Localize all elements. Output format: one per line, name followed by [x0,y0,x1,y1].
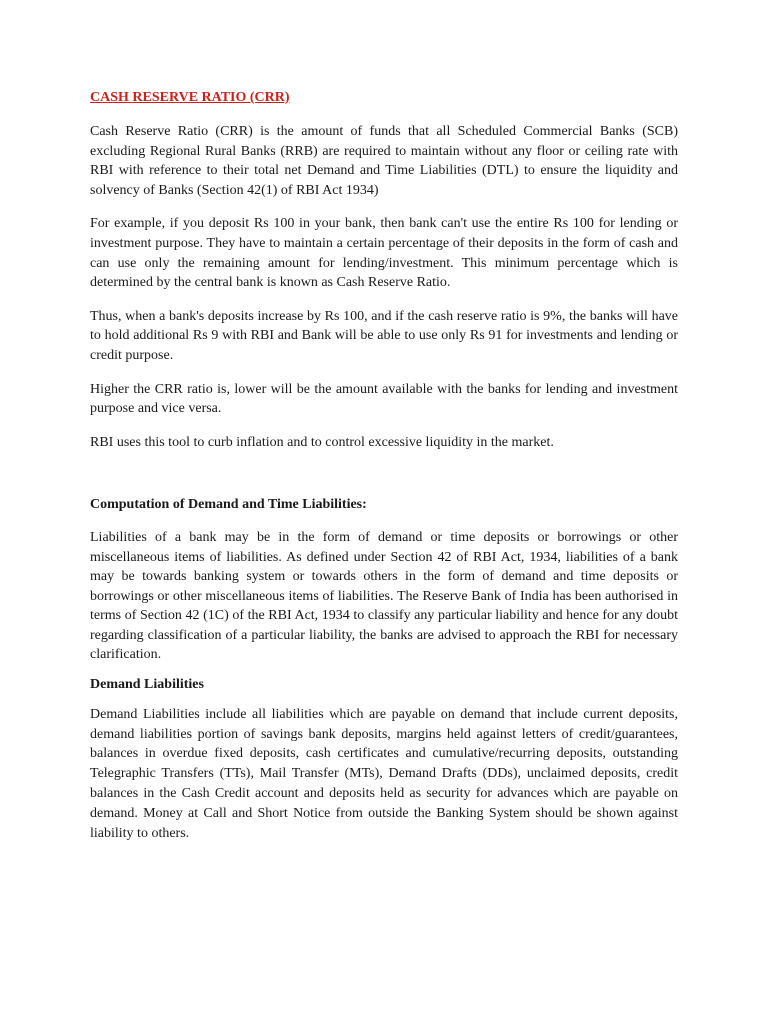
section-heading-dtl: Computation of Demand and Time Liabilities: [90,497,367,513]
paragraph-rbi-tool: RBI uses this tool to curb inflation and to control excessive liquidity in the market. [90,434,554,450]
paragraph-deposit-increase: Thus, when a bank's deposits increase by Rs 100, and if the cash reserve ratio is 9%, the banks will have to hold additional Rs 9 with RBI and Bank will be able to use only Rs 91 for investments and lending or credit purpose. [90,308,678,363]
document-title: CASH RESERVE RATIO (CRR) [90,90,290,105]
paragraph-liabilities: Liabilities of a bank may be in the form of demand or time deposits or borrowings or other miscellaneous items of liabilities. As defined under Section 42 of RBI Act, 1934, liabilities of a bank may be towards banking system or towards others in the form of demand and time deposits or borrowings or other miscellaneous items of liabilities. The Reserve Bank of India has been authorised in terms of Section 42 (1C) of the RBI Act, 1934 to classify any particular liability and hence for any doubt regarding classification of a particular liability, the banks are advised to approach the RBI for necessary clarification. [90,529,678,663]
section-heading-demand-liabilities: Demand Liabilities [90,677,204,693]
paragraph-example: For example, if you deposit Rs 100 in your bank, then bank can't use the entire Rs 100 for lending or investment purpose. They have to maintain a certain percentage of their deposits in the form of cash and can use only the remaining amount for lending/investment. This minimum percentage which is determined by the central bank is known as Cash Reserve Ratio. [90,216,678,291]
paragraph-higher-crr: Higher the CRR ratio is, lower will be the amount available with the banks for lending and investment purpose and vice versa. [90,381,678,417]
paragraph-demand-liabilities: Demand Liabilities include all liabilities which are payable on demand that include current deposits, demand liabilities portion of savings bank deposits, margins held against letters of credit/guarantees, balances in overdue fixed deposits, cash certificates and cumulative/recurring deposits, outstanding Telegraphic Transfers (TTs), Mail Transfer (MTs), Demand Drafts (DDs), unclaimed deposits, credit balances in the Cash Credit account and deposits held as security for advances which are payable on demand. Money at Call and Short Notice from outside the Banking System should be shown against liability to others. [90,706,678,842]
paragraph-crr-definition: Cash Reserve Ratio (CRR) is the amount of funds that all Scheduled Commercial Banks (SCB) excluding Regional Rural Banks (RRB) are required to maintain without any floor or ceiling rate with RBI with reference to their total net Demand and Time Liabilities (DTL) to ensure the liquidity and solvency of Banks (Section 42(1) of RBI Act 1934) [90,124,678,198]
